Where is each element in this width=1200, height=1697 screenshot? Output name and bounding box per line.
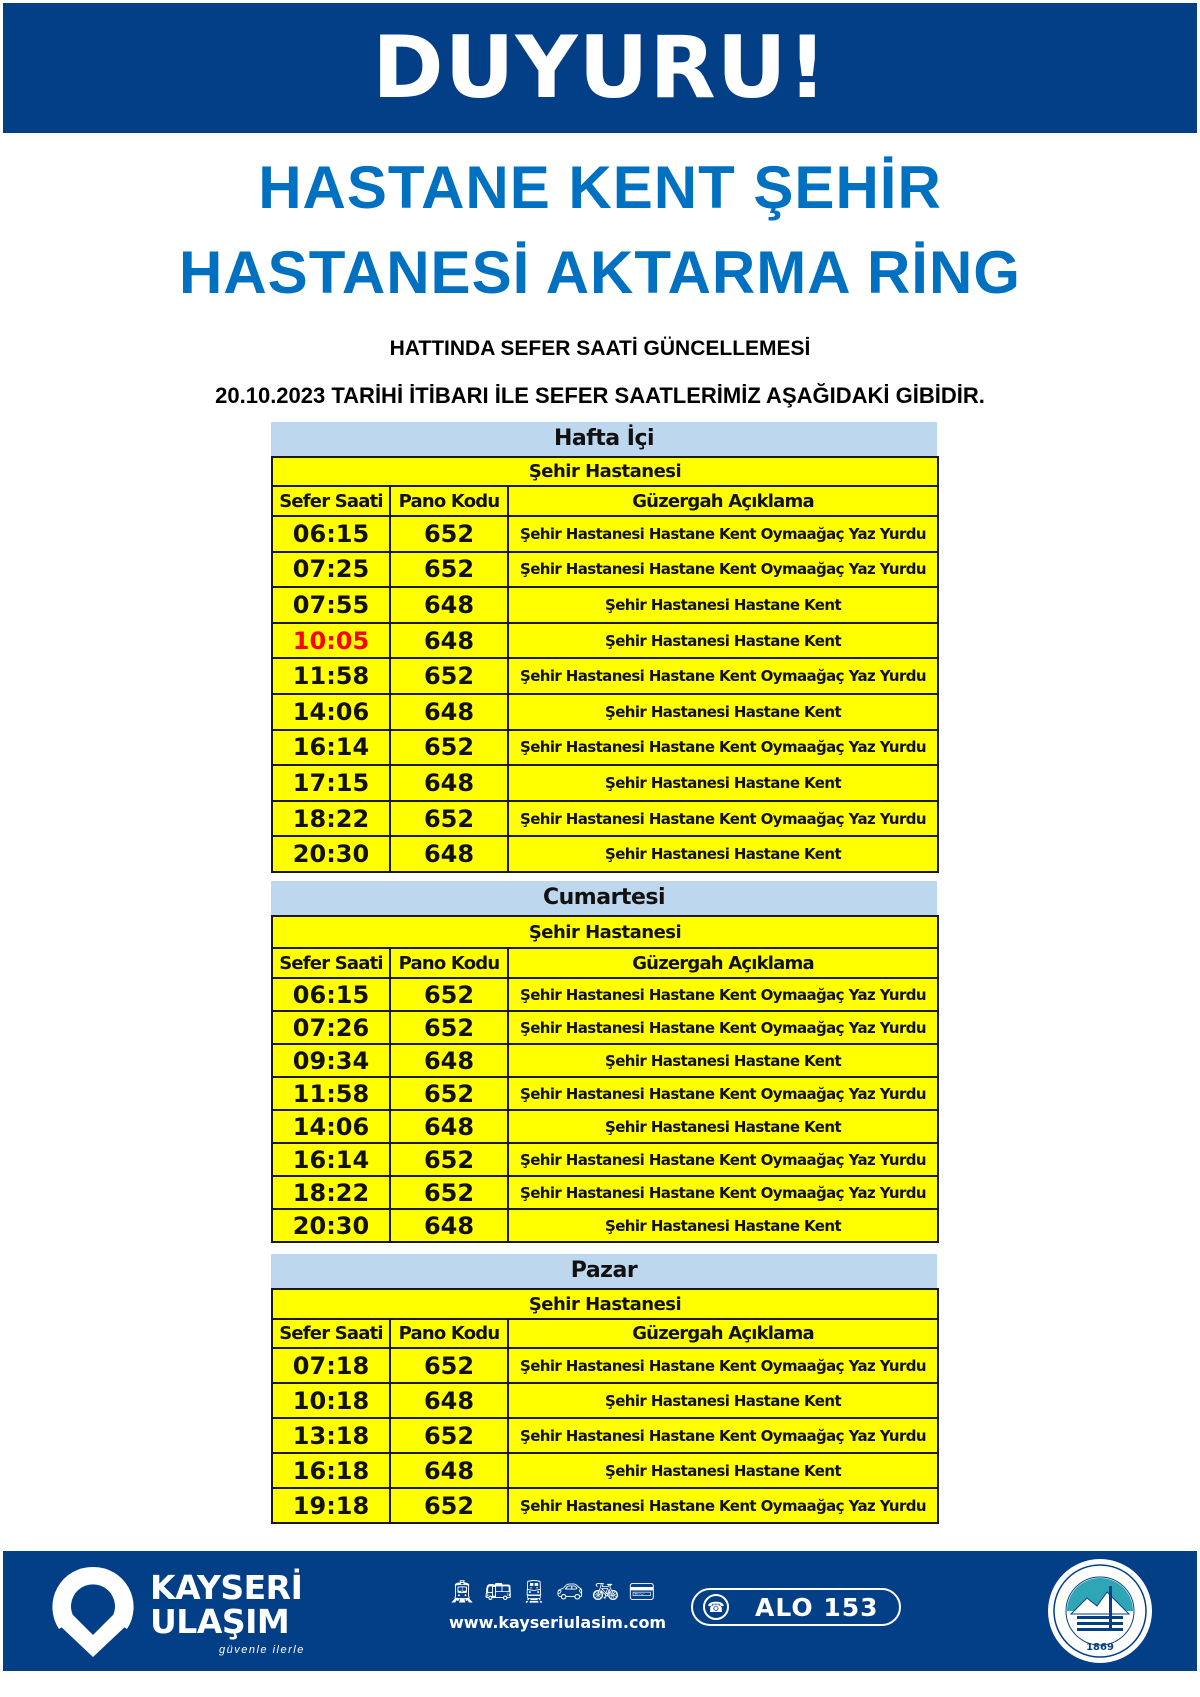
- column-header-route: Güzergah Açıklama: [508, 948, 938, 978]
- headline-line-2: HASTANESİ AKTARMA RİNG: [179, 239, 1021, 306]
- cell-route: Şehir Hastanesi Hastane Kent Oymaağaç Yaz Yurdu: [508, 1348, 938, 1383]
- cell-time: 16:14: [272, 730, 390, 766]
- schedule-row: [272, 623, 938, 659]
- cell-time: 06:15: [272, 516, 390, 552]
- seal-year: 1869: [1086, 1642, 1114, 1653]
- cell-route: Şehir Hastanesi Hastane Kent: [508, 836, 938, 872]
- cell-time: 19:18: [272, 1488, 390, 1523]
- hotline-badge[interactable]: [691, 1588, 901, 1626]
- cell-route: Şehir Hastanesi Hastane Kent Oymaağaç Yaz Yurdu: [508, 1077, 938, 1110]
- cell-code: 652: [390, 1011, 508, 1044]
- location-pin-logo-icon: [49, 1563, 137, 1659]
- schedule-row: [272, 1143, 938, 1176]
- cell-code: 648: [390, 587, 508, 623]
- cell-time: 16:18: [272, 1453, 390, 1488]
- cell-code: 648: [390, 1209, 508, 1242]
- schedule-row: [272, 978, 938, 1011]
- hotline-number: ALO 153: [755, 1592, 879, 1622]
- cell-time: 20:30: [272, 836, 390, 872]
- cell-time: 07:55: [272, 587, 390, 623]
- schedule-row: [272, 516, 938, 552]
- announcement-banner: [3, 3, 1197, 133]
- cell-code: 652: [390, 658, 508, 694]
- cell-code: 652: [390, 1418, 508, 1453]
- cell-route: Şehir Hastanesi Hastane Kent: [508, 623, 938, 659]
- cell-time: 18:22: [272, 1176, 390, 1209]
- cell-code: 652: [390, 552, 508, 588]
- cell-time: 18:22: [272, 801, 390, 837]
- cell-time: 09:34: [272, 1044, 390, 1077]
- schedule-row: [272, 1453, 938, 1488]
- cell-route: Şehir Hastanesi Hastane Kent Oymaağaç Yaz Yurdu: [508, 1418, 938, 1453]
- cell-code: 648: [390, 836, 508, 872]
- schedule-row: [272, 801, 938, 837]
- cell-code: 652: [390, 1348, 508, 1383]
- schedule-sunday: [271, 1254, 937, 1524]
- cell-time: 11:58: [272, 1077, 390, 1110]
- municipality-seal-icon: [1047, 1558, 1153, 1664]
- cell-time: 10:18: [272, 1383, 390, 1418]
- schedule-row: [272, 1176, 938, 1209]
- parking-car-icon: 🚗︎: [555, 1579, 584, 1604]
- cell-time: 11:58: [272, 658, 390, 694]
- cell-route: Şehir Hastanesi Hastane Kent Oymaağaç Yaz Yurdu: [508, 1011, 938, 1044]
- cell-code: 648: [390, 623, 508, 659]
- cell-route: Şehir Hastanesi Hastane Kent: [508, 694, 938, 730]
- cell-time: 07:25: [272, 552, 390, 588]
- cell-code: 652: [390, 801, 508, 837]
- footer-bar: [3, 1551, 1197, 1671]
- cell-code: 648: [390, 1110, 508, 1143]
- cell-route: Şehir Hastanesi Hastane Kent: [508, 587, 938, 623]
- schedule-row: [272, 730, 938, 766]
- brand-tagline: güvenle ilerle: [219, 1644, 305, 1656]
- schedule-row: [272, 1209, 938, 1242]
- cell-code: 652: [390, 1143, 508, 1176]
- column-header-route: Güzergah Açıklama: [508, 1319, 938, 1348]
- cell-time: 10:05: [272, 623, 390, 659]
- headline-line-1: HASTANE KENT ŞEHİR: [258, 154, 942, 221]
- schedule-row: [272, 1348, 938, 1383]
- bicycle-icon: 🚲︎: [591, 1579, 620, 1604]
- cell-code: 652: [390, 730, 508, 766]
- cell-time: 17:15: [272, 765, 390, 801]
- cell-time: 07:18: [272, 1348, 390, 1383]
- column-header-code: Pano Kodu: [390, 486, 508, 516]
- schedule-row: [272, 658, 938, 694]
- schedule-table: [271, 915, 939, 1243]
- column-header-code: Pano Kodu: [390, 948, 508, 978]
- station-name: Şehir Hastanesi: [272, 916, 938, 948]
- cell-route: Şehir Hastanesi Hastane Kent: [508, 765, 938, 801]
- cell-route: Şehir Hastanesi Hastane Kent Oymaağaç Yaz Yurdu: [508, 1143, 938, 1176]
- cell-code: 648: [390, 1453, 508, 1488]
- cell-time: 20:30: [272, 1209, 390, 1242]
- station-name: Şehir Hastanesi: [272, 457, 938, 486]
- schedule-row: [272, 1383, 938, 1418]
- cell-code: 648: [390, 765, 508, 801]
- tram-icon: 🚊︎: [448, 1579, 476, 1604]
- section-title: Pazar: [271, 1254, 937, 1288]
- cell-time: 06:15: [272, 978, 390, 1011]
- website-link[interactable]: www.kayseriulasim.com: [449, 1613, 667, 1632]
- transport-icons: [448, 1578, 656, 1606]
- brand-name: [150, 1568, 303, 1641]
- bus-icon: 🚌︎: [483, 1579, 512, 1604]
- column-header-code: Pano Kodu: [390, 1319, 508, 1348]
- cell-code: 652: [390, 978, 508, 1011]
- column-header-time: Sefer Saati: [272, 486, 390, 516]
- schedule-row: [272, 1418, 938, 1453]
- cell-time: 07:26: [272, 1011, 390, 1044]
- cell-code: 648: [390, 694, 508, 730]
- schedule-row: [272, 765, 938, 801]
- cell-route: Şehir Hastanesi Hastane Kent: [508, 1110, 938, 1143]
- cell-route: Şehir Hastanesi Hastane Kent Oymaağaç Yaz Yurdu: [508, 730, 938, 766]
- cell-route: Şehir Hastanesi Hastane Kent Oymaağaç Yaz Yurdu: [508, 978, 938, 1011]
- brand-line-1: KAYSERİ: [150, 1568, 303, 1607]
- column-header-time: Sefer Saati: [272, 1319, 390, 1348]
- cell-route: Şehir Hastanesi Hastane Kent Oymaağaç Yaz Yurdu: [508, 801, 938, 837]
- schedule-row: [272, 836, 938, 872]
- schedule-row: [272, 1077, 938, 1110]
- cell-code: 652: [390, 1176, 508, 1209]
- section-title: Hafta İçi: [271, 422, 937, 456]
- cell-route: Şehir Hastanesi Hastane Kent Oymaağaç Yaz Yurdu: [508, 1176, 938, 1209]
- cell-code: 652: [390, 516, 508, 552]
- schedule-row: [272, 1110, 938, 1143]
- cell-time: 14:06: [272, 1110, 390, 1143]
- cell-route: Şehir Hastanesi Hastane Kent: [508, 1383, 938, 1418]
- cell-code: 652: [390, 1488, 508, 1523]
- cell-route: Şehir Hastanesi Hastane Kent: [508, 1209, 938, 1242]
- schedule-saturday: [271, 881, 937, 1243]
- schedule-row: [272, 694, 938, 730]
- schedule-table: [271, 1288, 939, 1524]
- section-title: Cumartesi: [271, 881, 937, 915]
- cell-route: Şehir Hastanesi Hastane Kent: [508, 1453, 938, 1488]
- schedule-row: [272, 1011, 938, 1044]
- schedule-row: [272, 552, 938, 588]
- banner-title: DUYURU!: [372, 18, 828, 118]
- schedule-row: [272, 587, 938, 623]
- cell-time: 16:14: [272, 1143, 390, 1176]
- cell-time: 13:18: [272, 1418, 390, 1453]
- cell-route: Şehir Hastanesi Hastane Kent Oymaağaç Yaz Yurdu: [508, 552, 938, 588]
- cell-route: Şehir Hastanesi Hastane Kent Oymaağaç Yaz Yurdu: [508, 516, 938, 552]
- column-header-time: Sefer Saati: [272, 948, 390, 978]
- contactless-card-icon: 💳︎: [627, 1579, 656, 1604]
- cell-code: 648: [390, 1044, 508, 1077]
- schedule-table: [271, 456, 939, 873]
- schedule-row: [272, 1488, 938, 1523]
- column-header-route: Güzergah Açıklama: [508, 486, 938, 516]
- phone-icon: ☎: [703, 1594, 729, 1620]
- cell-time: 14:06: [272, 694, 390, 730]
- cell-code: 648: [390, 1383, 508, 1418]
- station-name: Şehir Hastanesi: [272, 1289, 938, 1319]
- subtitle: HATTINDA SEFER SAATİ GÜNCELLEMESİ: [389, 337, 811, 360]
- cell-code: 652: [390, 1077, 508, 1110]
- cell-route: Şehir Hastanesi Hastane Kent Oymaağaç Yaz Yurdu: [508, 658, 938, 694]
- brand-line-2: ULAŞIM: [150, 1602, 290, 1641]
- cell-route: Şehir Hastanesi Hastane Kent Oymaağaç Yaz Yurdu: [508, 1488, 938, 1523]
- effective-date-notice: 20.10.2023 TARİHİ İTİBARI İLE SEFER SAATLERİMİZ AŞAĞIDAKİ GİBİDİR.: [215, 383, 985, 408]
- schedule-row: [272, 1044, 938, 1077]
- schedule-weekdays: [271, 422, 937, 873]
- cell-route: Şehir Hastanesi Hastane Kent: [508, 1044, 938, 1077]
- train-icon: 🚆︎: [519, 1579, 548, 1604]
